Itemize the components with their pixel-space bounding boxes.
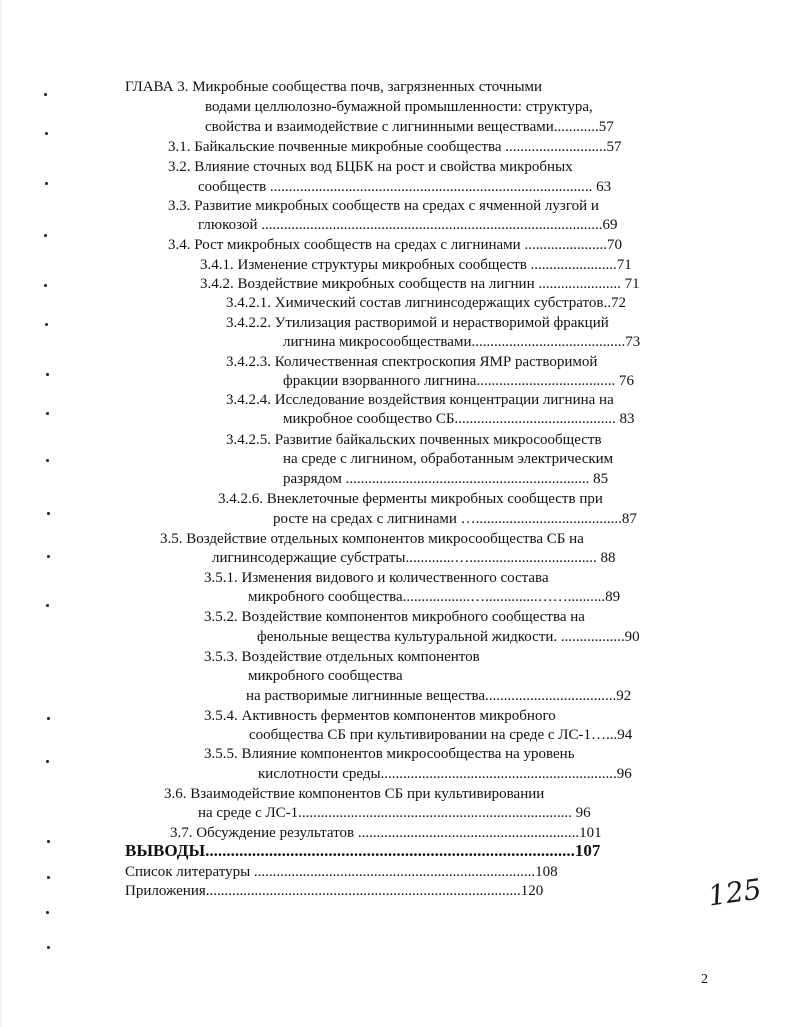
toc-subsubentry: 3.4.2.6. Внеклеточные ферменты микробных сообществ при: [218, 491, 603, 507]
scan-speck: [47, 876, 50, 879]
scan-speck: [47, 555, 50, 558]
toc-subentry-cont: кислотности среды...............................................................96: [258, 766, 632, 782]
toc-entry: 3.6. Взаимодействие компонентов СБ при культивировании: [164, 786, 545, 802]
scan-speck: [46, 604, 49, 607]
toc-chapter-heading-cont: водами целлюлозно-бумажной промышленности: структура,: [205, 99, 593, 115]
toc-appendices: Приложения....................................................................................120: [125, 883, 544, 899]
toc-subsubentry-cont: разрядом ................................................................. 85: [283, 471, 609, 487]
toc-subsubentry-cont: лигнина микросообществами.........................................73: [283, 334, 641, 350]
toc-entry: 3.1. Байкальские почвенные микробные сообщества ...........................57: [168, 139, 622, 155]
toc-subentry-cont: сообщества СБ при культивировании на среде с ЛС-1…...94: [249, 727, 633, 743]
scan-speck: [47, 840, 50, 843]
toc-subsubentry-cont: микробное сообщество СБ........................................... 83: [283, 411, 635, 427]
toc-subentry: 3.5.3. Воздействие отдельных компонентов: [204, 649, 480, 665]
scan-speck: [45, 182, 48, 185]
scan-speck: [46, 373, 49, 376]
scan-speck: [46, 760, 49, 763]
toc-entry: 3.2. Влияние сточных вод БЦБК на рост и свойства микробных: [168, 159, 573, 175]
toc-entry: 3.4. Рост микробных сообществ на средах с лигнинами ......................70: [168, 237, 622, 253]
toc-subentry: 3.5.2. Воздействие компонентов микробного сообщества на: [204, 609, 585, 625]
scan-speck: [46, 911, 49, 914]
toc-entry-cont: на среде с ЛС-1......................................................................... 96: [198, 805, 591, 821]
toc-entry-cont: сообществ ...................................................................................... 63: [198, 179, 612, 195]
toc-entry: 3.7. Обсуждение результатов ...........................................................101: [170, 825, 602, 841]
toc-references: Список литературы ...........................................................................108: [125, 864, 558, 880]
toc-entry: 3.5. Воздействие отдельных компонентов микросообщества СБ на: [160, 531, 584, 547]
scan-speck: [46, 459, 49, 462]
toc-subentry: 3.4.1. Изменение структуры микробных сообществ .......................71: [200, 257, 632, 273]
toc-subsubentry-cont: на среде с лигнином, обработанным электрическим: [283, 451, 614, 467]
toc-subsubentry-cont: росте на средах с лигнинами ….......................................87: [273, 511, 637, 527]
toc-entry: 3.3. Развитие микробных сообществ на средах с ячменной лузгой и: [168, 198, 599, 214]
toc-entry-cont: лигнинсодержащие субстраты.............….................................. 88: [212, 550, 616, 566]
toc-subsubentry: 3.4.2.3. Количественная спектроскопия ЯМР растворимой: [226, 354, 598, 370]
scan-edge-left: [0, 0, 2, 1027]
toc-subentry: 3.5.4. Активность ферментов компонентов микробного: [204, 708, 556, 724]
toc-subentry: 3.5.1. Изменения видового и количественного состава: [204, 570, 549, 586]
toc-chapter-heading: ГЛАВА 3. Микробные сообщества почв, загрязненных сточными: [125, 79, 543, 95]
scan-speck: [47, 512, 50, 515]
scan-speck: [44, 284, 47, 287]
scan-speck: [47, 946, 50, 949]
scan-speck: [47, 717, 50, 720]
toc-subsubentry: 3.4.2.5. Развитие байкальских почвенных микросообществ: [226, 432, 602, 448]
scan-speck: [44, 93, 47, 96]
scan-speck: [44, 234, 47, 237]
scan-speck: [46, 412, 49, 415]
toc-subentry: 3.4.2. Воздействие микробных сообществ на лигнин ...................... 71: [200, 276, 640, 292]
toc-subentry-cont: микробного сообщества..................…..............……..........89: [248, 589, 621, 605]
scan-speck: [45, 132, 48, 135]
toc-entry-cont: глюкозой ...........................................................................................69: [198, 217, 618, 233]
toc-subsubentry-cont: фракции взорванного лигнина..................................... 76: [283, 373, 634, 389]
toc-subentry: 3.5.5. Влияние компонентов микросообщества на уровень: [204, 746, 575, 762]
toc-subsubentry: 3.4.2.1. Химический состав лигнинсодержащих субстратов..72: [226, 295, 626, 311]
handwritten-page-count: 125: [705, 872, 764, 913]
toc-subsubentry: 3.4.2.2. Утилизация растворимой и нерастворимой фракций: [226, 315, 609, 331]
toc-subsubentry: 3.4.2.4. Исследование воздействия концентрации лигнина на: [226, 392, 614, 408]
toc-subentry-cont: фенольные вещества культуральной жидкости. .................90: [257, 629, 640, 645]
toc-subentry-cont: на растворимые лигнинные вещества...................................92: [246, 688, 632, 704]
toc-subentry-cont: микробного сообщества: [248, 668, 403, 684]
page-number: 2: [701, 972, 708, 987]
toc-conclusions: ВЫВОДЫ.......................................................................................107: [125, 841, 601, 860]
scan-speck: [45, 323, 48, 326]
toc-chapter-heading-cont: свойства и взаимодействие с лигнинными веществами............57: [205, 119, 614, 135]
